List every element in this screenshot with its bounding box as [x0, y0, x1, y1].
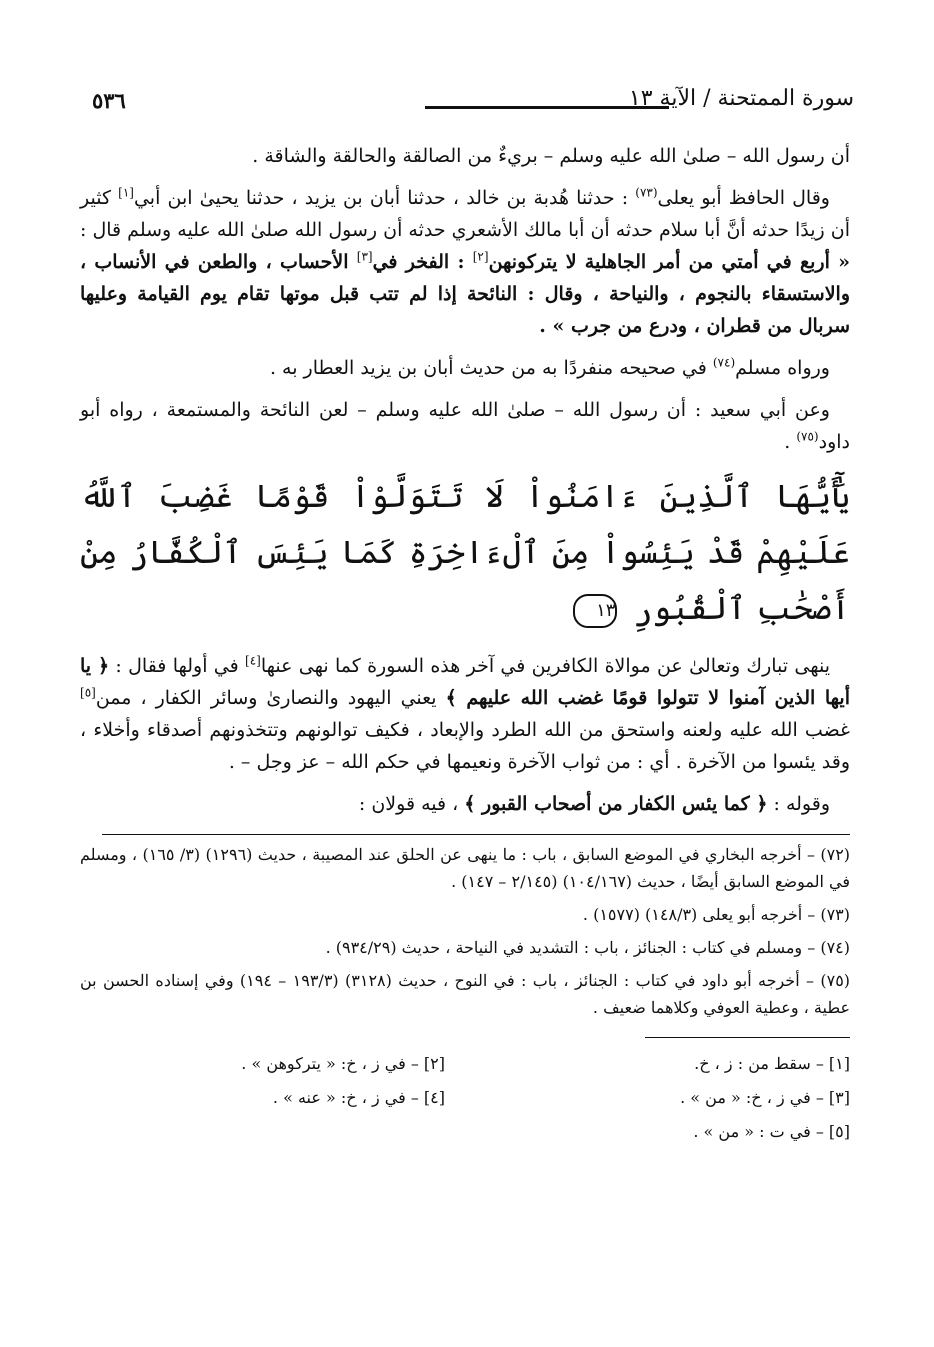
variant-notes-divider — [645, 1037, 850, 1038]
text-run: ورواه مسلم — [735, 357, 830, 379]
paragraph-3 — [80, 352, 850, 384]
text-run: ، فيه قولان : — [358, 793, 465, 815]
variant-ref-3: [٣] — [356, 249, 373, 264]
variant-note-3: [٣] – في ز ، خ: « من » . — [680, 1088, 850, 1107]
footnote-74: (٧٤) – ومسلم في كتاب : الجنائز ، باب : التشديد في النياحة ، حديث (٩٣٤/٢٩) . — [325, 938, 850, 957]
verse-text: يَٰٓأَيُّهَا ٱلَّذِينَ ءَامَنُواْ لَا تَتَوَلَّوْاْ قَوْمًا غَضِبَ ٱللَّهُ عَلَيْهِمْ قَدْ يَئِسُواْ مِنَ ٱلْءَاخِرَةِ كَمَا يَئِسَ ٱلْكُفَّارُ مِنْ أَصْحَٰبِ ٱلْقُبُورِ — [80, 477, 850, 627]
variant-ref-5: [٥] — [80, 685, 96, 700]
paragraph-5 — [80, 650, 850, 778]
page-number: ٥٣٦ — [92, 88, 126, 113]
paragraph-2 — [80, 182, 850, 342]
hadith-text: الأحساب ، والطعن في الأنساب ، والاستسقاء بالنجوم ، والنياحة ، وقال : النائحة إذا لم تتب قبل موتها تقام يوم القيامة وعليها سربال من قطران ، ودرع من جرب » . — [80, 251, 850, 337]
text-run: ينهى تبارك وتعالىٰ عن موالاة الكافرين في آخر هذه السورة كما نهى عنها — [260, 655, 830, 677]
text-run: وعن أبي سعيد : أن رسول الله – صلىٰ الله عليه وسلم – لعن النائحة والمستمعة ، رواه أبو داود — [80, 399, 850, 453]
running-title: سورة الممتحنة / الآية ١٣ — [628, 86, 854, 111]
text-run: في صحيحه منفردًا به من حديث أبان بن يزيد العطار به . — [269, 357, 713, 379]
text-run: وقوله : — [767, 793, 830, 815]
text-run: غضب الله عليه ولعنه واستحق من الله الطرد والإبعاد ، فكيف توالونهم وتتخذونهم أصدقاء وأخلاء ، وقد يئسوا من الآخرة . أي : من ثواب الآخرة ونعيمها في حكم الله – عز وجل – . — [80, 719, 850, 773]
text-run: وقال الحافظ أبو يعلى — [657, 187, 830, 209]
variant-note-4: [٤] – في ز ، خ: « عنه » . — [272, 1088, 445, 1107]
page-header — [80, 80, 854, 120]
variant-ref-2: [٢] — [472, 249, 489, 264]
text-run: كثير أن زيدًا حدثه أنَّ أبا سلام حدثه أن أبا مالك الأشعري حدثه أن رسول الله صلىٰ الله عليه وسلم قال : — [80, 187, 850, 241]
variant-note-5: [٥] – في ت : « من » . — [693, 1122, 850, 1141]
footnote-75: (٧٥) – أخرجه أبو داود في كتاب : الجنائز ، باب : في النوح ، حديث (٣١٢٨) (١٩٣/٣ – ١٩٤) وفي إسناده الحسن بن عطية ، وعطية العوفي وكلاهما ضعيف . — [80, 971, 851, 1017]
variant-note-1: [١] – سقط من : ز ، خ. — [694, 1054, 850, 1073]
variant-note-2: [٢] – في ز ، خ: « يتركوهن » . — [241, 1054, 445, 1073]
footnote-ref-74: (٧٤) — [712, 355, 736, 370]
footnote-ref-73: (٧٣) — [635, 185, 658, 200]
footnote-divider — [102, 834, 850, 835]
footnote-73: (٧٣) – أخرجه أبو يعلى (١٤٨/٣) (١٥٧٧) . — [582, 905, 850, 924]
quran-verse — [80, 468, 850, 636]
text-run: . — [784, 431, 797, 453]
verse-quote: ﴿ يا أيها الذين آمنوا لا تتولوا قومًا غضب الله عليهم ﴾ — [80, 655, 850, 709]
ayah-number-marker: ١٣ — [573, 594, 617, 628]
footnote-ref-75: (٧٥) — [796, 429, 819, 444]
hadith-text: « أربع في أمتي من أمر الجاهلية لا يتركونهن — [488, 251, 850, 273]
paragraph-6 — [80, 788, 850, 820]
hadith-text: : الفخر في — [372, 251, 473, 273]
variant-notes — [80, 1052, 850, 1144]
verse-quote: ﴿ كما يئس الكفار من أصحاب القبور ﴾ — [464, 793, 768, 815]
paragraph-4 — [80, 394, 850, 458]
variant-ref-1: [١] — [118, 185, 134, 200]
main-text — [80, 140, 850, 1144]
text-run: : حدثنا هُدبة بن خالد ، حدثنا أبان بن يزيد ، حدثنا يحيىٰ ابن أبي — [133, 187, 636, 209]
footnote-72: (٧٢) – أخرجه البخاري في الموضع السابق ، باب : ما ينهى عن الحلق عند المصيبة ، حديث (١٢٩٦) (٣/ ١٦٥) ، ومسلم في الموضع السابق أيضًا ، حديث (١٠٤/١٦٧) (٢/١٤٥ – ١٤٧) . — [80, 845, 851, 891]
paragraph-1: أن رسول الله – صلىٰ الله عليه وسلم – بريءٌ من الصالقة والحالقة والشاقة . — [252, 145, 850, 167]
text-run: يعني اليهود والنصارىٰ وسائر الكفار ، ممن — [95, 687, 446, 709]
text-run: في أولها فقال : — [109, 655, 246, 677]
variant-ref-4: [٤] — [245, 653, 261, 668]
